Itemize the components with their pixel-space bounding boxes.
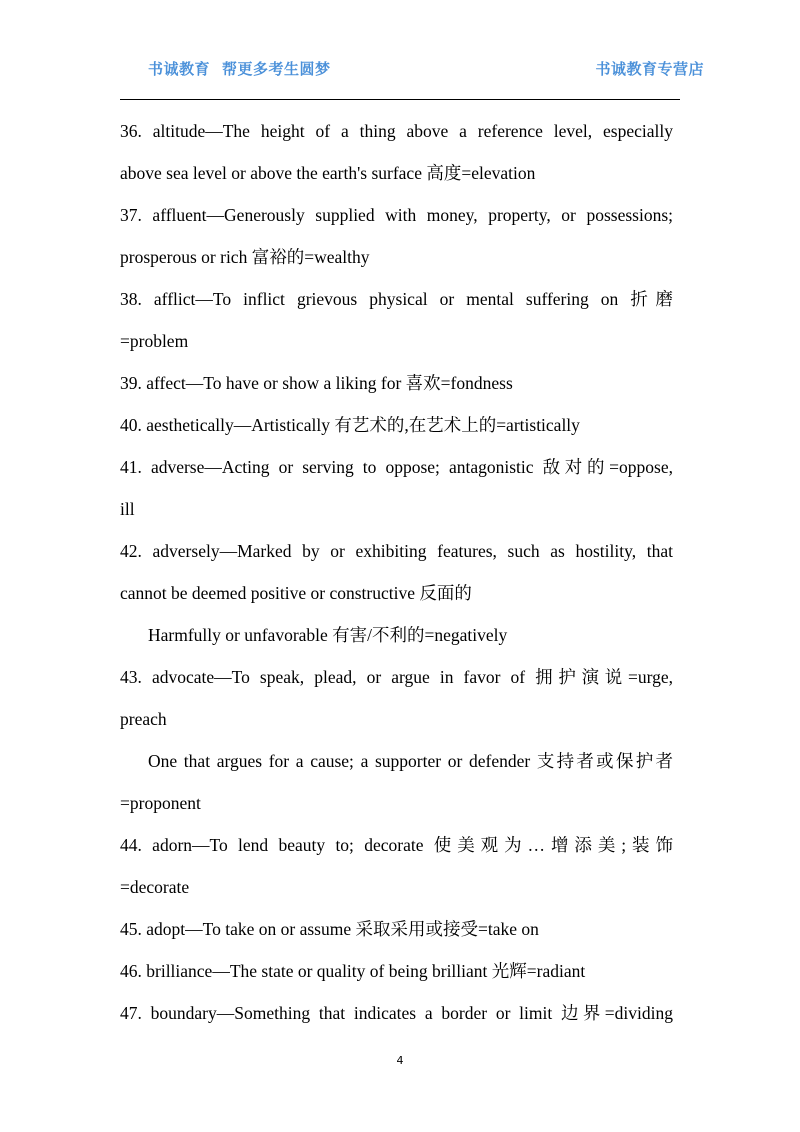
text-line: ill [120,499,135,519]
page-header [148,58,704,82]
page-number: 4 [396,1054,404,1067]
text-line: prosperous or rich 富裕的=wealthy [120,247,370,267]
text-line: 40. aesthetically—Artistically 有艺术的,在艺术上的=artistically [120,415,580,435]
header-slogan: 帮更多考生圆梦 [222,60,331,78]
text-line: 45. adopt—To take on or assume 采取采用或接受=take on [120,919,539,939]
vocabulary-list [120,110,673,1034]
text-line: preach [120,709,167,729]
text-line: 39. affect—To have or show a liking for 喜欢=fondness [120,373,513,393]
text-line: =proponent [120,793,201,813]
text-line: 46. brilliance—The state or quality of being brilliant 光辉=radiant [120,961,586,981]
text-line: Harmfully or unfavorable 有害/不利的=negatively [148,625,508,645]
text-line: above sea level or above the earth's surface 高度=elevation [120,163,536,183]
text-line: 42. adversely—Marked by or exhibiting features, such as hostility, that [120,541,673,561]
header-brand: 书诚教育 [148,60,211,78]
text-line: cannot be deemed positive or constructive 反面的 [120,583,472,603]
header-store: 书诚教育专营店 [595,60,704,78]
text-line: One that argues for a cause; a supporter or defender 支持者或保护者 [148,751,673,771]
header-divider [120,99,680,100]
text-line: 36. altitude—The height of a thing above a reference level, especially [120,121,673,141]
text-line: 47. boundary—Something that indicates a border or limit 边界=dividing [120,1003,673,1023]
text-line: 38. afflict—To inflict grievous physical or mental suffering on 折磨 [120,289,673,309]
header-left [148,58,331,79]
text-line: 43. advocate—To speak, plead, or argue in favor of 拥护演说=urge, [120,667,673,687]
text-line: 37. affluent—Generously supplied with money, property, or possessions; [120,205,673,225]
text-line: 41. adverse—Acting or serving to oppose; antagonistic 敌对的=oppose, [120,457,673,477]
text-line: =problem [120,331,189,351]
text-line: =decorate [120,877,190,897]
text-line: 44. adorn—To lend beauty to; decorate 使美观为…增添美;装饰 [120,835,673,855]
